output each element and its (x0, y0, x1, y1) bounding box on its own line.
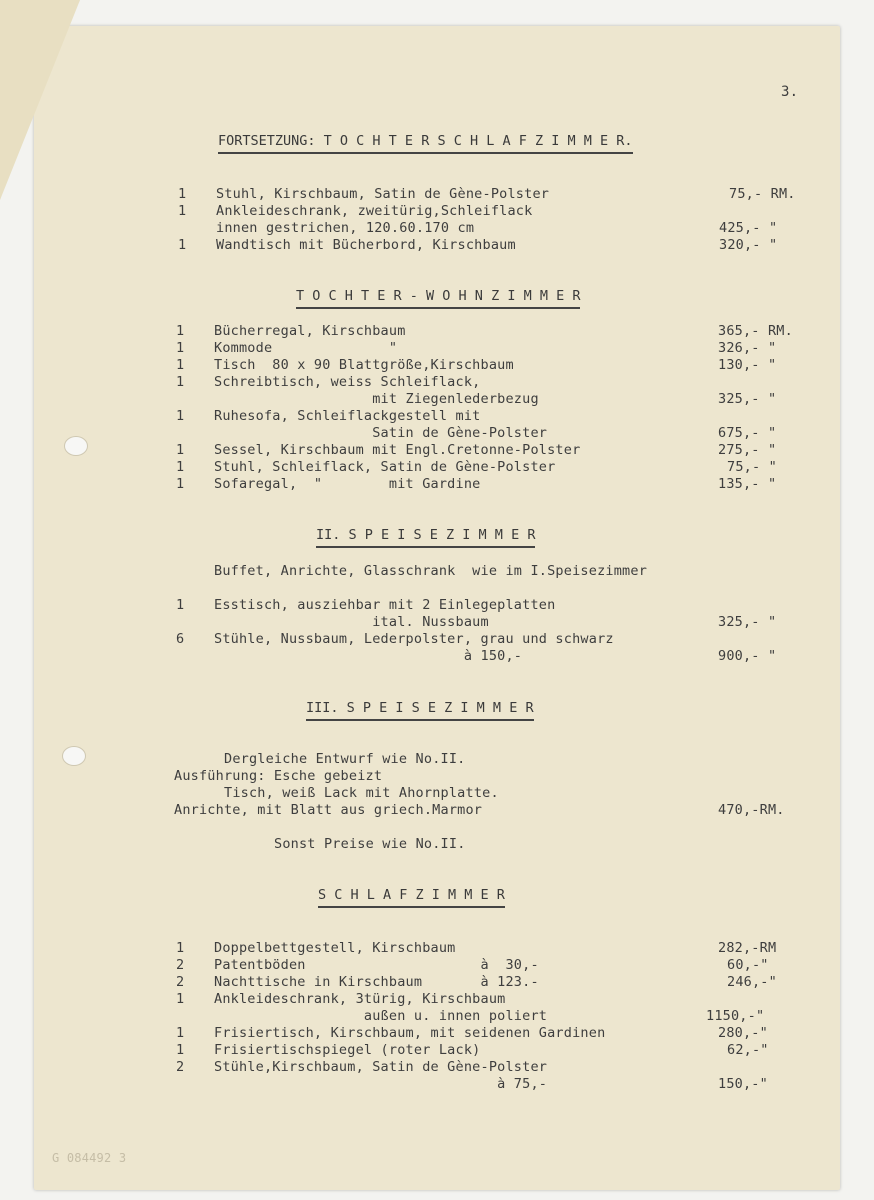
item-price: 900,- " (718, 648, 777, 664)
item-price: 365,- RM. (718, 323, 793, 339)
item-qty: 1 (176, 374, 185, 390)
item-price: 425,- " (719, 220, 778, 236)
item-qty: 1 (176, 323, 185, 339)
item-price: 325,- " (718, 391, 777, 407)
item-description: Ankleideschrank, 3türig, Kirschbaum (214, 991, 506, 1007)
item-price: 150,-" (718, 1076, 768, 1092)
item-price: 75,- " (727, 459, 777, 475)
item-price: 675,- " (718, 425, 777, 441)
item-price: 1150,-" (706, 1008, 765, 1024)
item-qty: 1 (178, 203, 187, 219)
item-price: 135,- " (718, 476, 777, 492)
item-qty: 1 (178, 237, 187, 253)
item-description: Ruhesofa, Schleiflackgestell mit (214, 408, 481, 424)
item-description: Stühle, Nussbaum, Lederpolster, grau und schwarz (214, 631, 614, 647)
item-description: à 75,- (214, 1076, 548, 1092)
item-description: Nachttische in Kirschbaum à 123.- (214, 974, 539, 990)
item-description: Bücherregal, Kirschbaum (214, 323, 406, 339)
item-description: Stuhl, Schleiflack, Satin de Gène-Polster (214, 459, 556, 475)
item-price: 470,-RM. (718, 802, 785, 818)
section-heading-tochter-wohnzimmer: T O C H T E R - W O H N Z I M M E R (296, 288, 580, 309)
text-line: Dergleiche Entwurf wie No.II. (224, 751, 466, 767)
item-price: 325,- " (718, 614, 777, 630)
punch-hole (62, 746, 86, 766)
item-description: Stuhl, Kirschbaum, Satin de Gène-Polster (216, 186, 550, 202)
item-description: Ankleideschrank, zweitürig,Schleiflack (216, 203, 533, 219)
item-description: Frisiertischspiegel (roter Lack) (214, 1042, 481, 1058)
item-qty: 1 (176, 1025, 185, 1041)
section-heading-schlafzimmer: S C H L A F Z I M M E R (318, 887, 505, 908)
item-description: außen u. innen poliert (214, 1008, 548, 1024)
item-price: 60,-" (727, 957, 769, 973)
item-description: Wandtisch mit Bücherbord, Kirschbaum (216, 237, 516, 253)
faint-archive-reference: G 084492 3 (52, 1151, 127, 1165)
item-qty: 1 (176, 476, 185, 492)
item-price: 275,- " (718, 442, 777, 458)
section-intro: Buffet, Anrichte, Glasschrank wie im I.Speisezimmer (214, 563, 648, 579)
item-qty: 1 (176, 459, 185, 475)
item-description: ital. Nussbaum (214, 614, 489, 630)
text-line: Sonst Preise wie No.II. (274, 836, 466, 852)
item-price: 62,-" (727, 1042, 769, 1058)
punch-hole (64, 436, 88, 456)
item-description: Schreibtisch, weiss Schleiflack, (214, 374, 481, 390)
item-description: innen gestrichen, 120.60.170 cm (216, 220, 475, 236)
item-description: Satin de Gène-Polster (214, 425, 548, 441)
item-qty: 1 (176, 442, 185, 458)
item-price: 130,- " (718, 357, 777, 373)
text-line: Tisch, weiß Lack mit Ahornplatte. (224, 785, 499, 801)
item-qty: 1 (176, 940, 185, 956)
item-qty: 1 (176, 340, 185, 356)
text-line: Ausführung: Esche gebeizt (174, 768, 383, 784)
text-line: Anrichte, mit Blatt aus griech.Marmor (174, 802, 483, 818)
item-description: Sofaregal, " mit Gardine (214, 476, 481, 492)
item-price: 282,-RM (718, 940, 777, 956)
item-qty: 1 (176, 597, 185, 613)
item-description: Tisch 80 x 90 Blattgröße,Kirschbaum (214, 357, 514, 373)
item-price: 246,-" (727, 974, 777, 990)
item-qty: 2 (176, 957, 185, 973)
item-qty: 2 (176, 974, 185, 990)
section-heading-ii-speisezimmer: II. S P E I S E Z I M M E R (316, 527, 535, 548)
item-description: Esstisch, ausziehbar mit 2 Einlegeplatten (214, 597, 556, 613)
item-qty: 2 (176, 1059, 185, 1075)
item-qty: 1 (178, 186, 187, 202)
page-number: 3. (781, 84, 799, 100)
item-description: Patentböden à 30,- (214, 957, 539, 973)
item-price: 326,- " (718, 340, 777, 356)
item-description: Frisiertisch, Kirschbaum, mit seidenen Gardinen (214, 1025, 606, 1041)
section-heading-tochterschlafzimmer: FORTSETZUNG: T O C H T E R S C H L A F Z I M M E R. (218, 133, 633, 154)
item-description: à 150,- (214, 648, 523, 664)
item-price: 320,- " (719, 237, 778, 253)
item-description: mit Ziegenlederbezug (214, 391, 539, 407)
item-description: Kommode " (214, 340, 398, 356)
item-price: 75,- RM. (729, 186, 796, 202)
item-description: Stühle,Kirschbaum, Satin de Gène-Polster (214, 1059, 548, 1075)
item-price: 280,-" (718, 1025, 768, 1041)
item-qty: 1 (176, 408, 185, 424)
item-qty: 1 (176, 991, 185, 1007)
item-qty: 6 (176, 631, 185, 647)
item-description: Doppelbettgestell, Kirschbaum (214, 940, 456, 956)
section-heading-iii-speisezimmer: III. S P E I S E Z I M M E R (306, 700, 534, 721)
item-description: Sessel, Kirschbaum mit Engl.Cretonne-Polster (214, 442, 581, 458)
item-qty: 1 (176, 357, 185, 373)
item-qty: 1 (176, 1042, 185, 1058)
